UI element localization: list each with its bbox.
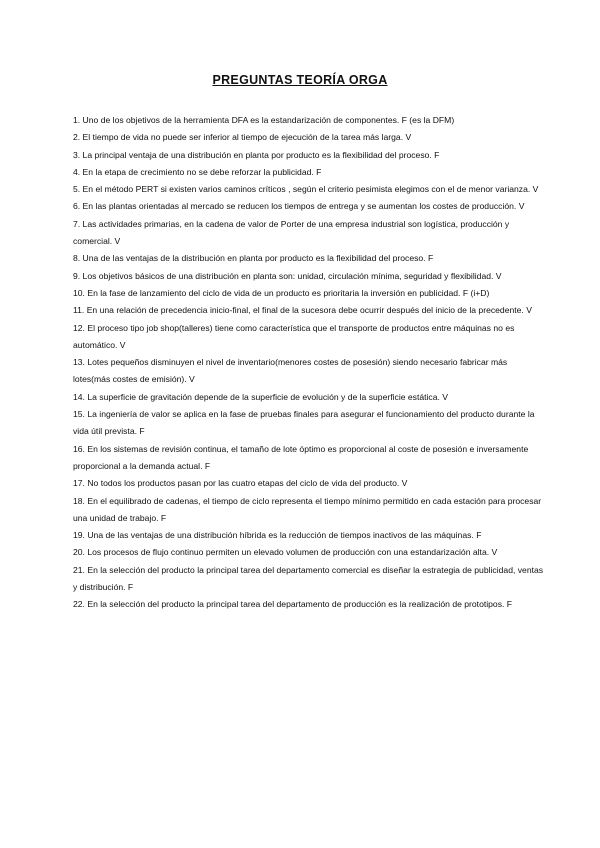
- question-item: 10. En la fase de lanzamiento del ciclo de vida de un producto es prioritaria la inversión en publicidad. F (i+D): [73, 287, 490, 298]
- question-list: [73, 112, 545, 614]
- page-title: PREGUNTAS TEORÍA ORGA: [212, 73, 388, 87]
- question-item: 19. Una de las ventajas de una distribución híbrida es la reducción de tiempos inactivos de las máquinas. F: [73, 530, 482, 541]
- question-item: 4. En la etapa de crecimiento no se debe reforzar la publicidad. F: [73, 166, 322, 177]
- question-item: 7. Las actividades primarias, en la cadena de valor de Porter de una empresa industrial son logística, producción y comercial. V: [73, 218, 510, 247]
- question-item: 18. En el equilibrado de cadenas, el tiempo de ciclo representa el tiempo mínimo permitido en cada estación para procesar una unidad de trabajo. F: [73, 495, 542, 523]
- question-item: 16. En los sistemas de revisión continua, el tamaño de lote óptimo es proporcional al coste de posesión e inversamente proporcional a la demanda actual. F: [73, 443, 529, 471]
- question-item: 3. La principal ventaja de una distribución en planta por producto es la flexibilidad del proceso. F: [73, 149, 440, 160]
- question-item: 21. En la selección del producto la principal tarea del departamento comercial es diseñar la estrategia de publicidad, ventas y distribución. F: [73, 564, 544, 593]
- question-item: 2. El tiempo de vida no puede ser inferior al tiempo de ejecución de la tarea más larga. V: [73, 132, 412, 143]
- question-item: 11. En una relación de precedencia inicio-final, el final de la sucesora debe ocurrir después del inicio de la precedente. V: [73, 305, 532, 316]
- question-item: 20. Los procesos de flujo continuo permiten un elevado volumen de producción con una estandarización alta. V: [73, 547, 498, 558]
- question-item: 22. En la selección del producto la principal tarea del departamento de producción es la realización de prototipos. F: [73, 599, 513, 610]
- question-item: 9. Los objetivos básicos de una distribución en planta son: unidad, circulación mínima, seguridad y flexibilidad. V: [73, 270, 502, 281]
- question-item: 1. Uno de los objetivos de la herramienta DFA es la estandarización de componentes. F (es la DFM): [73, 115, 455, 125]
- question-item: 8. Una de las ventajas de la distribución en planta por producto es la flexibilidad del proceso. F: [73, 253, 434, 264]
- question-item: 5. En el método PERT si existen varios caminos críticos , según el criterio pesimista elegimos con el de menor varianza. V: [73, 184, 539, 195]
- question-item: 13. Lotes pequeños disminuyen el nivel de inventario(menores costes de posesión) siendo necesario fabricar más lotes(más costes de emisión). V: [73, 357, 508, 385]
- question-item: 6. En las plantas orientadas al mercado se reducen los tiempos de entrega y se aumentan los costes de producción. V: [73, 201, 525, 212]
- question-item: 14. La superficie de gravitación depende de la superficie de evolución y de la superficie estática. V: [73, 391, 449, 402]
- question-item: 12. El proceso tipo job shop(talleres) tiene como característica que el transporte de productos entre máquinas no es automático. V: [73, 322, 515, 350]
- question-item: 15. La ingeniería de valor se aplica en la fase de pruebas finales para asegurar el funcionamiento del producto durante la vida útil prevista. F: [73, 409, 535, 437]
- question-item: 17. No todos los productos pasan por las cuatro etapas del ciclo de vida del producto. V: [73, 478, 408, 489]
